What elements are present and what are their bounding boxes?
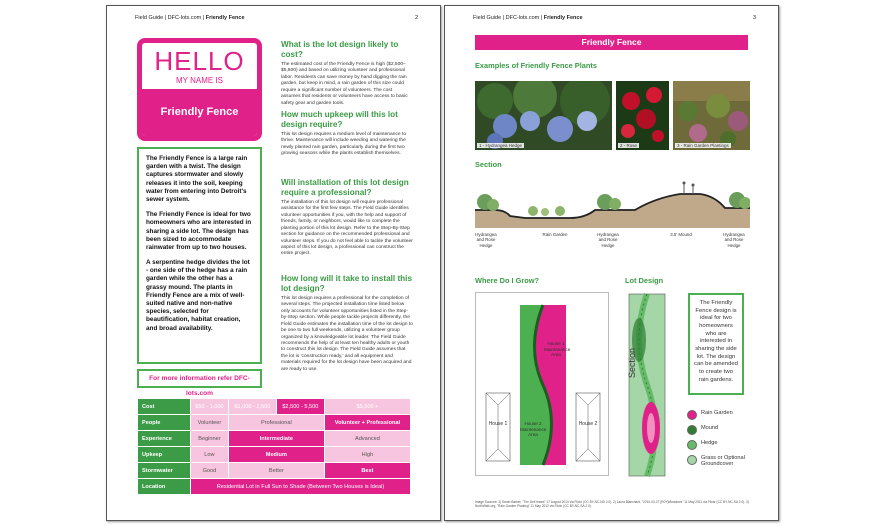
duration-section (281, 274, 413, 373)
page-header (135, 15, 418, 21)
grass-swatch-icon (687, 455, 697, 465)
table-row-cost (138, 399, 410, 414)
profile-table (137, 398, 411, 495)
section-cut-label: Section (627, 347, 637, 378)
page-3 (444, 5, 779, 521)
photo-caption: 1 - Hydrangea Hedge (479, 143, 523, 148)
legend-item (687, 440, 717, 450)
upkeep-answer: This lot design requires a medium level of maintenance to thrive. Maintenance will include weeding and watering the newly planted rain garden, particularly during the first two growing seasons while the plants establish themselves. (281, 131, 407, 157)
page-title: Friendly Fence (475, 35, 748, 50)
house-1-label: House 1 (488, 421, 508, 427)
rain-garden-image (673, 81, 750, 150)
description-box (137, 147, 262, 364)
stormwater-option-selected: Best (325, 463, 410, 478)
legend-label: Hedge (701, 440, 718, 446)
desc-paragraph: The Friendly Fence is a large rain garden with a twist. The design captures stormwater and slowly releases it into the soil, keeping water from entering into Detroit's sewer system. (146, 155, 248, 203)
header-section: Friendly Fence (205, 15, 245, 21)
experience-option-selected: Intermediate (229, 431, 324, 446)
upkeep-question: How much upkeep will this lot design require? (281, 110, 398, 129)
experience-option: Advanced (325, 431, 410, 446)
legend-item (687, 425, 718, 435)
where-heading: Where Do I Grow? (475, 276, 540, 285)
installation-section (281, 178, 413, 258)
section-heading: Section (475, 160, 502, 169)
desc-paragraph: A serpentine hedge divides the lot - one side of the hedge has a rain garden while the other has a grassy mound. The plants in Friendly Fence are a mix of well-suited native and non-native species, selected for beautification, habitat creation, and broad availability. (146, 259, 250, 332)
legend-item (687, 455, 749, 467)
stormwater-option: Better (229, 463, 324, 478)
row-label: Stormwater (138, 463, 190, 478)
hello-text: HELLO (154, 46, 245, 76)
table-row-experience (138, 431, 410, 446)
page-number: 3 (752, 15, 756, 21)
table-row-people (138, 415, 410, 430)
header-section: Friendly Fence (543, 15, 583, 21)
page-2 (106, 5, 441, 521)
rose-image (616, 81, 669, 150)
examples-heading: Examples of Friendly Fence Plants (475, 61, 597, 70)
row-label: People (138, 415, 190, 430)
duration-question: How long will it take to install this lot design? (281, 274, 413, 293)
legend-item (687, 410, 733, 420)
section-profile (475, 178, 750, 228)
where-plan (476, 293, 610, 477)
photo-caption: 3 - Rain Garden Plantings (677, 143, 729, 148)
page-header (473, 15, 756, 21)
maint-1-label: House 1 Maintenance Area (544, 341, 571, 357)
table-row-location (138, 479, 410, 494)
photo-rose (616, 81, 669, 150)
row-label: Experience (138, 431, 190, 446)
cost-option-selected: $2,500 - 5,500 (277, 399, 324, 414)
desc-paragraph: The Friendly Fence is ideal for two homeowners who are interested in sharing a side lot. The design has been sized to accommodate rainwater from up to two houses. (146, 211, 252, 251)
people-option-selected: Volunteer + Professional (325, 415, 410, 430)
photo-rain-garden (673, 81, 750, 150)
cost-section (281, 40, 413, 107)
lot-design-plan (625, 290, 673, 480)
hedge-swatch-icon (687, 440, 697, 450)
installation-question: Will installation of this lot design require a professional? (281, 178, 409, 197)
section-label: Hydrangea and Rose Hedge (723, 232, 745, 248)
cost-answer: The estimated cost of the Friendly Fence is high ($2,500–$5,500) and based on utilizing volunteer and professional labor. Residents can save money by hand digging the rain garden, but keep in mind, a rain garden of this size could require a significant number of volunteers. The cost assumes that residents or volunteers have access to basic safety gear and garden tools. (281, 61, 408, 106)
experience-option: Beginner (191, 431, 228, 446)
people-option: Professional (229, 415, 324, 430)
maint-2-label: House 2 Maintenance Area (520, 421, 547, 437)
upkeep-option-selected: Medium (229, 447, 324, 462)
lot-plan-drawing (625, 290, 673, 480)
section-label: Rain Garden (542, 232, 568, 237)
section-diagram (475, 178, 750, 258)
mound-swatch-icon (687, 425, 697, 435)
cost-option: $5,500 + (325, 399, 410, 414)
legend-label: Mound (701, 425, 719, 431)
cost-option: $1,000 - 2,500 (229, 399, 276, 414)
duration-answer: This lot design requires a professional for the completion of several steps. The projected installation time listed below only accounts for volunteer opportunities listed in the Step-by-Step section. While people tackle projects differently, the Field Guide estimates the installation time of the lot design to be one to two full weekends, utilizing a volunteer group organized by a knowledgeable lot leader. The Field Guide recommends the help of at least ten healthy adults or youth to construct this lot design. The Field Guide assumes that the lot is 'construction ready,' and all equipment and materials required for the lot design have been acquired and are ready to use. (281, 295, 413, 372)
row-label: Cost (138, 399, 190, 414)
header-guide: Field Guide | DFC-lots.com | (473, 15, 543, 21)
house-2-label: House 2 (578, 421, 598, 427)
table-row-upkeep (138, 447, 410, 462)
page-number: 2 (414, 15, 418, 21)
section-label: 3.5' Mound (670, 232, 692, 237)
people-option: Volunteer (191, 415, 228, 430)
where-diagram (475, 292, 609, 476)
installation-answer: The installation of this lot design will require professional assistance for the first few steps. The Field Guide identifies volunteer opportunities if you, with the help and support of friends, family, or neighbors, would like to complete the planting portion of this lot design. Refer to the Step-By-Step section for guidance on the recommended professional and volunteer steps. If you do not feel able to tackle the volunteer aspect of this lot design, a professional can construct the entire project. (281, 199, 413, 257)
legend-label: Rain Garden (701, 410, 733, 416)
location-value: Residential Lot in Full Sun to Shade (Between Two Houses is Ideal) (191, 479, 410, 494)
design-name: Friendly Fence (160, 106, 239, 118)
lot-description-box: The Friendly Fence design is ideal for two homeowners who are interested in sharing the side lot. The design can be amended to create two rain gardens. (688, 293, 744, 395)
lot-design-heading: Lot Design (625, 276, 664, 285)
upkeep-section (281, 110, 413, 158)
upkeep-option: Low (191, 447, 228, 462)
hello-name-tag (137, 38, 262, 141)
photo-caption: 2 - Rose (620, 143, 638, 148)
cost-question: What is the lot design likely to cost? (281, 40, 399, 59)
photo-hydrangea (475, 81, 612, 150)
section-label: Hydrangea and Rose Hedge (597, 232, 619, 248)
table-row-stormwater (138, 463, 410, 478)
more-info-link[interactable]: For more information refer DFC-lots.com (137, 369, 262, 388)
image-credits: Image Sources: 1) Sarah Barker, "The Dell Iewes" 17 August 2014 via Flickr (CC BY-NC-ND 2.0). 2) Laura Blanchard, "2010-03-27 (R0Y)Meadows" 11 May 2011 via Flickr (CC BY-NC-SA 2.0). 3) NorthWalk.org, "Rain Garden Planting" 11 May 2012 via Flickr (CC BY-NC-SA 2.0). (475, 500, 749, 509)
hydrangea-image (475, 81, 612, 150)
legend-label: Grass or Optional Groundcover (701, 455, 745, 467)
upkeep-option: High (325, 447, 410, 462)
row-label: Location (138, 479, 190, 494)
stormwater-option: Good (191, 463, 228, 478)
rain-garden-swatch-icon (687, 410, 697, 420)
header-guide: Field Guide | DFC-lots.com | (135, 15, 205, 21)
row-label: Upkeep (138, 447, 190, 462)
cost-option: $50 - 1,000 (191, 399, 228, 414)
name-band (142, 89, 257, 136)
my-name-is-text: MY NAME IS (176, 76, 223, 85)
section-label: Hydrangea and Rose Hedge (475, 232, 497, 248)
